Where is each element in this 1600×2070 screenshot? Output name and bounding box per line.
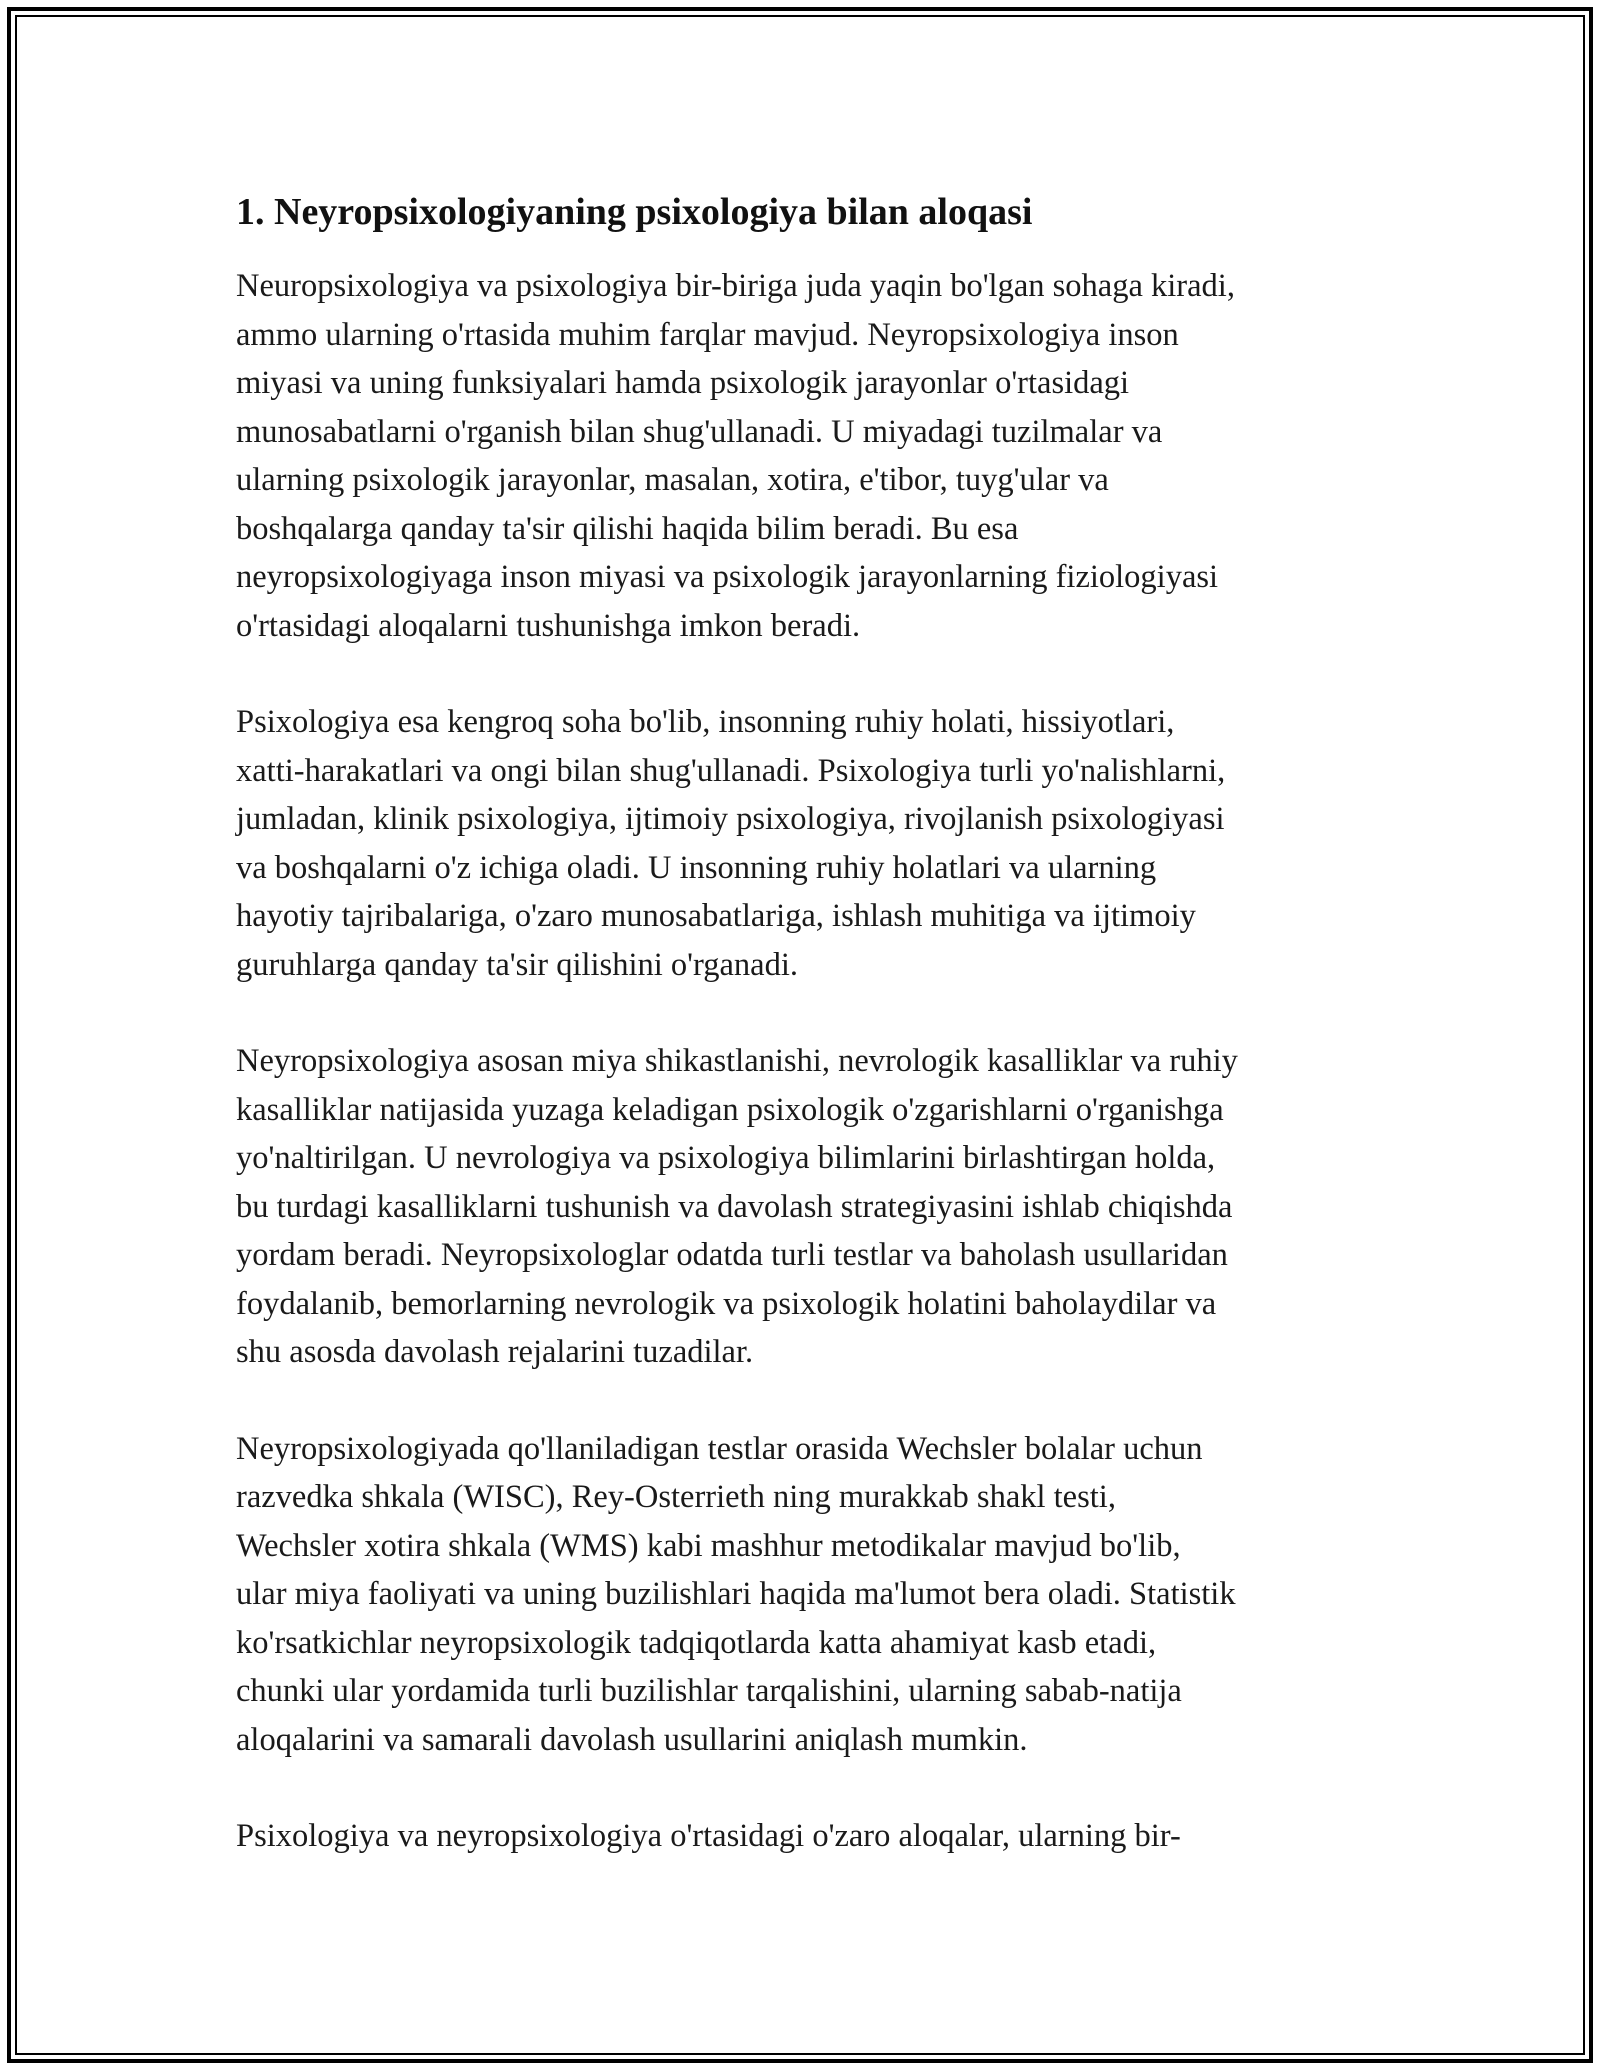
paragraph-3: Neyropsixologiya asosan miya shikastlanishi, nevrologik kasalliklar va ruhiy kasalliklar natijasida yuzaga keladigan psixologik o'zgarishlarni o'rganishga yo'naltirilgan. U nevrologiya va psixologiya bilimlarini birlashtirgan holda, bu turdagi kasalliklarni tushunish va davolash strategiyasini ishlab chiqishda yordam beradi. Neyropsixologlar odatda turli testlar va baholash usullaridan foydalanib, bemorlarning nevrologik va psixologik holatini baholaydilar va shu asosda davolash rejalarini tuzadilar. (236, 1043, 1238, 1370)
paragraph-1: Neuropsixologiya va psixologiya bir-biriga juda yaqin bo'lgan sohaga kiradi, ammo ularning o'rtasida muhim farqlar mavjud. Neyropsixologiya inson miyasi va uning funksiyalari hamda psixologik jarayonlar o'rtasidagi munosabatlarni o'rganish bilan shug'ullanadi. U miyadagi tuzilmalar va ularning psixologik jarayonlar, masalan, xotira, e'tibor, tuyg'ular va boshqalarga qanday ta'sir qilishi haqida bilim beradi. Bu esa neyropsixologiyaga inson miyasi va psixologik jarayonlarning fiziologiyasi o'rtasidagi aloqalarni tushunishga imkon beradi. (236, 268, 1235, 644)
section-heading: 1. Neyropsixologiyaning psixologiya bilan aloqasi (236, 191, 1033, 233)
paragraph-2: Psixologiya esa kengroq soha bo'lib, insonning ruhiy holati, hissiyotlari, xatti-harakatlari va ongi bilan shug'ullanadi. Psixologiya turli yo'nalishlarni, jumladan, klinik psixologiya, ijtimoiy psixologiya, rivojlanish psixologiyasi va boshqalarni o'z ichiga oladi. U insonning ruhiy holatlari va ularning hayotiy tajribalariga, o'zaro munosabatlariga, ishlash muhitiga va ijtimoiy guruhlarga qanday ta'sir qilishini o'rganadi. (236, 704, 1226, 983)
paragraph-4: Neyropsixologiyada qo'llaniladigan testlar orasida Wechsler bolalar uchun razvedka shkala (WISC), Rey-Osterrieth ning murakkab shakl testi, Wechsler xotira shkala (WMS) kabi mashhur metodikalar mavjud bo'lib, ular miya faoliyati va uning buzilishlari haqida ma'lumot bera oladi. Statistik ko'rsatkichlar neyropsixologik tadqiqotlarda katta ahamiyat kasb etadi, chunki ular yordamida turli buzilishlar tarqalishini, ularning sabab-natija aloqalarini va samarali davolash usullarini aniqlash mumkin. (236, 1430, 1236, 1758)
paragraph-5: Psixologiya va neyropsixologiya o'rtasidagi o'zaro aloqalar, ularning bir- (236, 1818, 1181, 1854)
document-body (236, 188, 1386, 1909)
